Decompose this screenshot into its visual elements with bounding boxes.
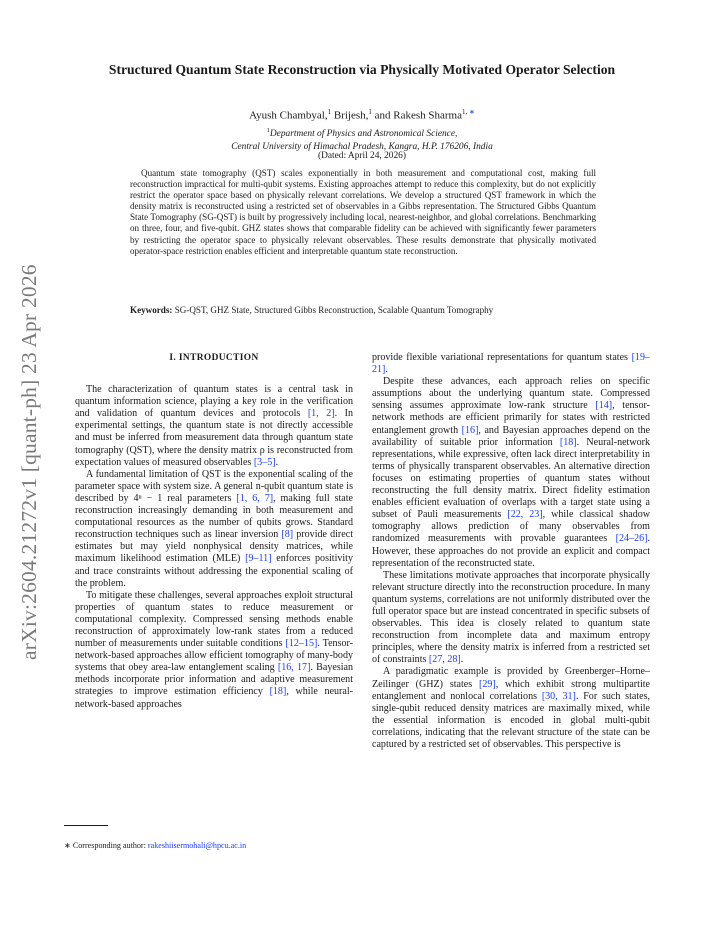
affiliation-line: Department of Physics and Astronomical Science, — [269, 129, 458, 140]
keywords-text: SG-QST, GHZ State, Structured Gibbs Reconstruction, Scalable Quantum Tomography — [172, 305, 494, 315]
email-link[interactable]: rakeshiisermohali@hpcu.ac.in — [147, 841, 247, 850]
author-name: Ayush Chambyal, — [249, 109, 328, 122]
dated-line: (Dated: April 24, 2026) — [317, 151, 406, 161]
paragraph: A paradigmatic example is provided by Greenberger–Horne–Zeilinger (GHZ) states [29], which exhibit strong multipartite entanglement and nonlocal correlations [30, 31]. For such states, single-qubit reduced density matrices are maximally mixed, while the essential information is encoded in global multi-qubit correlations, indicating that the relevant structure of the state can be captured by a restricted set of observables. This perspective is — [372, 666, 650, 750]
citation-link[interactable]: [3–5] — [253, 456, 276, 468]
citation-link[interactable]: [18] — [559, 436, 577, 448]
paragraph: The characterization of quantum states is a central task in quantum information science, playing a key role in the verification and validation of quantum devices and protocols [1, 2]. In experimental settings, the quantum state is not directly accessible and must be inferred from measurement data through quantum state tomography (QST), where the density matrix ρ is reconstructed from expectation values of measured observables [3–5]. — [75, 384, 353, 468]
corresponding-author-link[interactable]: ∗ — [467, 108, 475, 116]
affiliation-marker: 1 — [327, 108, 332, 116]
citation-link[interactable]: [19–21] — [372, 352, 650, 376]
paper-title: Structured Quantum State Reconstruction via Physically Motivated Operator Selection — [108, 62, 616, 77]
citation-link[interactable]: [12–15] — [285, 638, 318, 650]
citation-link[interactable]: [14] — [595, 400, 613, 412]
affiliation — [88, 124, 636, 154]
affiliation-marker: 1, — [461, 108, 468, 116]
citation-link[interactable]: [30, 31] — [541, 690, 576, 702]
citation-link[interactable]: [8] — [281, 529, 294, 541]
citation-link[interactable]: [9–11] — [245, 553, 272, 565]
citation-link[interactable]: [16, 17] — [277, 662, 311, 674]
citation-link[interactable]: [18] — [269, 686, 287, 698]
citation-link[interactable]: [27, 28] — [428, 654, 461, 666]
citation-link[interactable]: [29] — [478, 678, 496, 690]
citation-link[interactable]: [16] — [461, 424, 479, 436]
citation-link[interactable]: [1, 6, 7] — [236, 492, 274, 504]
affiliation-marker: 1 — [266, 127, 270, 134]
author-name: and Rakesh Sharma — [371, 109, 462, 122]
keywords-label: Keywords: — [130, 305, 173, 315]
keywords — [130, 305, 596, 317]
left-column — [75, 352, 353, 711]
footnote-label: Corresponding author: — [70, 841, 148, 850]
paragraph: provide flexible variational representations for quantum states [19–21]. — [372, 352, 650, 376]
citation-link[interactable]: [22, 23] — [507, 509, 543, 521]
author-list — [88, 108, 636, 122]
footnote-marker: ∗ — [64, 841, 71, 850]
arxiv-identifier: arXiv:2604.21272v1 [quant-ph] 23 Apr 2026 — [17, 264, 41, 660]
paragraph: These limitations motivate approaches that incorporate physically relevant structure directly into the reconstruction procedure. In many quantum systems, correlations are not uniformly distributed over the full operator space but are instead concentrated in specific subsets of observables. This idea is closely related to quantum state reconstruction from incomplete data and maximum entropy principles, where the density matrix is inferred from a restricted set of constraints [27, 28]. — [372, 569, 650, 666]
paragraph: To mitigate these challenges, several approaches exploit structural properties of quantum states to reduce measurement or computational complexity. Compressed sensing methods enable reconstruction of approximately low-rank states from a reduced number of measurements under suitable conditions [12–15]. Tensor-network-based approaches allow efficient tomography of many-body systems that obey area-law entanglement scaling [16, 17]. Bayesian methods incorporate prior information and adaptive measurement strategies to improve estimation efficiency [18], while neural-network-based approaches — [75, 589, 353, 710]
abstract: Quantum state tomography (QST) scales exponentially in both measurement and computational cost, making full reconstruction impractical for multi-qubit systems. Existing approaches attempt to reduce this complexity, but do not explicitly restrict the operator space based on physically relevant correlations. We develop a structured QST framework in which the density matrix is reconstructed using a restricted set of observables in a Gibbs representation. The Structured Gibbs Quantum State Tomography (SG-QST) is built by progressively including local, nearest-neighbor, and global correlations. Benchmarking on three, four, and five-qubit. GHZ states shows that comparable fidelity can be achieved with significantly fewer parameters by restricting the operator space to physically relevant observables. These results demonstrate that physically motivated operator-space restriction enables efficient and interpretable quantum state reconstruction. — [130, 168, 596, 256]
citation-link[interactable]: [1, 2] — [307, 408, 335, 420]
paragraph: A fundamental limitation of QST is the exponential scaling of the parameter space with system size. A general n-qubit quantum state is described by 4ⁿ − 1 real parameters [1, 6, 7], making full state reconstruction increasingly demanding in both measurement and computational resources as the number of qubits grows. Standard reconstruction techniques such as linear inversion [8] provide direct estimates but may yield nonphysical density matrices, while maximum likelihood estimation (MLE) [9–11] enforces positivity and trace constraints without addressing the exponential scaling of the problem. — [75, 468, 354, 589]
affiliation-line: Central University of Himachal Pradesh, Kangra, H.P. 176206, India — [231, 142, 493, 153]
section-heading: I. INTRODUCTION — [169, 353, 259, 363]
author-name: Brijesh, — [331, 109, 369, 122]
right-column — [372, 352, 650, 751]
footnote-rule — [64, 825, 108, 826]
paragraph: Despite these advances, each approach relies on specific assumptions about the underlying quantum state. Compressed sensing assumes approximate low-rank structure [14], tensor-network methods are efficient primarily for states with restricted entanglement growth [16], and Bayesian approaches depend on the availability of suitable prior information [18]. Neural-network representations, while expressive, often lack direct interpretability in terms of physically transparent observables. An alternative direction focuses on estimating properties of quantum states without reconstructing the full density matrix. Direct fidelity estimation enables efficient evaluation of overlaps with a target state using a subset of Pauli measurements [22, 23], while classical shadow tomography allows prediction of many observables from randomized measurements with provable guarantees [24–26]. However, these approaches do not provide an explicit and compact representation of the reconstructed state. — [372, 376, 651, 569]
affiliation-marker: 1 — [368, 108, 372, 116]
citation-link[interactable]: [24–26] — [615, 533, 648, 545]
footnote — [64, 840, 364, 850]
